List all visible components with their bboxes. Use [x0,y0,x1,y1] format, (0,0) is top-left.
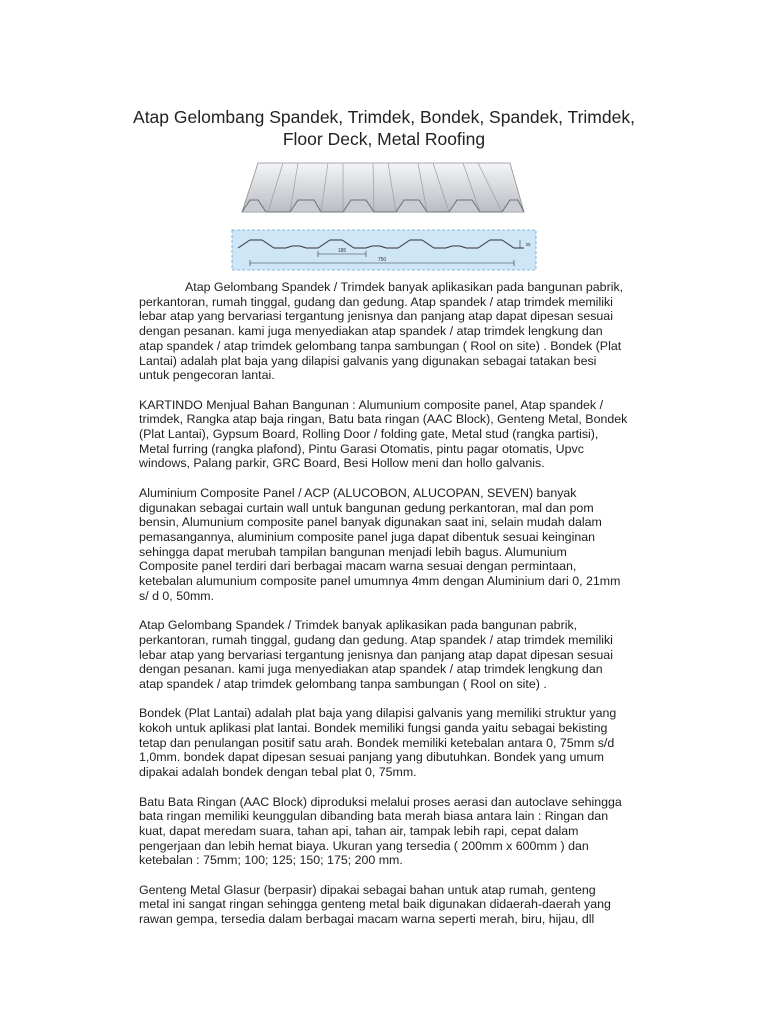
paragraph-genteng-metal: Genteng Metal Glasur (berpasir) dipakai sebagai bahan untuk atap rumah, genteng metal ini sangat ringan sehingga genteng metal baik digunakan didaerah-daerah yang rawan gempa, tersedia dalam berbagai macam warna seperti merah, biru, hijau, dll [139,882,611,927]
dimension-pitch: 185 [337,248,347,254]
title-line-2: Floor Deck, Metal Roofing [282,129,486,149]
document-title [80,106,688,150]
paragraph-aac-block: Batu Bata Ringan (AAC Block) diproduksi melalui proses aerasi dan autoclave sehingga bata ringan memiliki keunggulan dibanding bata merah biasa antara lain : Ringan dan kuat, dapat meredam suara, tahan api, tahan air, tampak lebih rapi, cepat dalam pengerjaan dan lebih hemat biaya. Ukuran yang tersedia ( 200mm x 600mm ) dan ketebalan : 75mm; 100; 125; 150; 175; 200 mm. [139,794,622,868]
dimension-width: 750 [377,257,387,263]
profile-drawing [232,230,536,270]
document-body [139,280,687,942]
dimension-height: 35 [525,242,531,247]
paragraph-kartindo: KARTINDO Menjual Bahan Bangunan : Alumunium composite panel, Atap spandek / trimdek, Rangka atap baja ringan, Batu bata ringan (AAC Block), Genteng Metal, Bondek (Plat Lantai), Gypsum Board, Rolling Door / folding gate, Metal stud (rangka partisi), Metal furring (rangka plafond), Pintu Garasi Otomatis, pintu pagar otomatis, Upvc windows, Palang parkir, GRC Board, Besi Hollow meni dan hollo galvanis. [139,397,628,471]
paragraph-spandek: Atap Gelombang Spandek / Trimdek banyak aplikasikan pada bangunan pabrik, perkantoran, rumah tinggal, gudang dan gedung. Atap spandek / atap trimdek memiliki lebar atap yang bervariasi tergantung jenisnya dan panjang atap dapat dipesan sesuai dengan pesanan. kami juga menyediakan atap spandek / atap trimdek lengkung dan atap spandek / atap trimdek gelombang tanpa sambungan ( Rool on site) . [139,618,613,691]
title-line-1: Atap Gelombang Spandek, Trimdek, Bondek, Spandek, Trimdek, [133,107,635,127]
paragraph-bondek: Bondek (Plat Lantai) adalah plat baja yang dilapisi galvanis yang memiliki struktur yang kokoh untuk aplikasi plat lantai. Bondek memiliki fungsi ganda yaitu sebagai bekisting tetap dan penulangan positif satu arah. Bondek memiliki ketebalan antara 0, 75mm s/d 1,0mm. bondek dapat dipesan sesuai panjang yang dibutuhkan. Bondek yang umum dipakai adalah bondek dengan tebal plat 0, 75mm. [139,706,617,780]
paragraph-acp: Aluminium Composite Panel / ACP (ALUCOBON, ALUCOPAN, SEVEN) banyak digunakan sebagai curtain wall untuk bangunan gedung perkantoran, mal dan pom bensin, Alumunium composite panel banyak digunakan saat ini, selain mudah dalam pemasangannya, aluminium composite panel juga dapat dibentuk sesuai keinginan sehingga dapat merubah tampilan bangunan menjadi lebih bagus. Alumunium Composite panel terdiri dari berbagai macam warna sesuai dengan permintaan, ketebalan alumunium composite panel umumnya 4mm dengan Aluminium dari 0, 21mm s/ d 0, 50mm. [139,485,621,603]
roof-sheet-illustration [242,163,524,212]
roofing-profile-figure [228,160,540,274]
paragraph-spandek-intro: Atap Gelombang Spandek / Trimdek banyak aplikasikan pada bangunan pabrik, perkantoran, rumah tinggal, gudang dan gedung. Atap spandek / atap trimdek memiliki lebar atap yang bervariasi tergantung jenisnya dan panjang atap dapat dipesan sesuai dengan pesanan. kami juga menyediakan atap spandek / atap trimdek lengkung dan atap spandek / atap trimdek gelombang tanpa sambungan ( Rool on site) . Bondek (Plat Lantai) adalah plat baja yang dilapisi galvanis yang digunakan sebagai tatakan besi untuk pengecoran lantai. [139,280,624,383]
